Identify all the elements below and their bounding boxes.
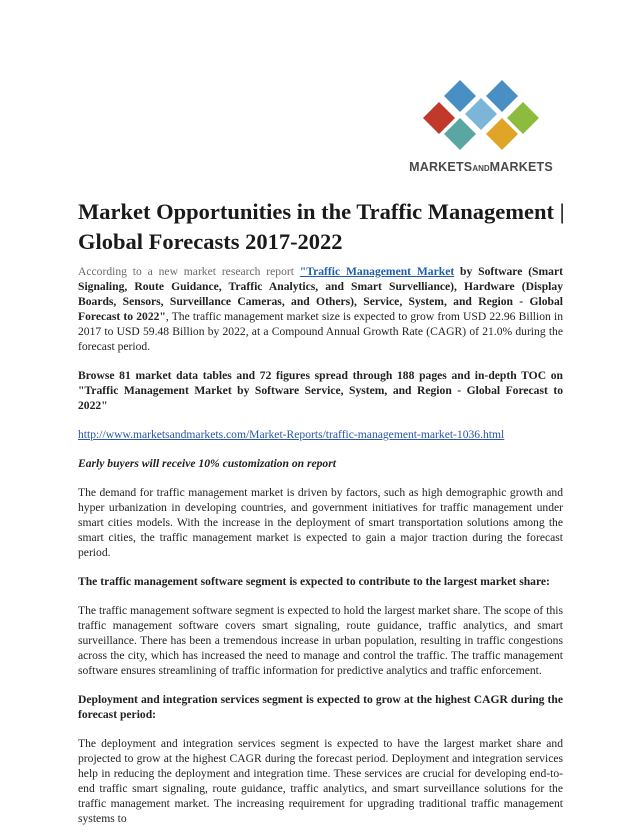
early-buyers-note: Early buyers will receive 10% customization on report (78, 457, 336, 470)
demand-paragraph: The demand for traffic management market is driven by factors, such as high demographic growth and hyper urbanization in developing countries, and government initiatives for traffic management under smart cities models. With the increase in the deployment of smart transportation solutions among the smart cities, the traffic management market is expected to gain a major traction during the forecast period. (78, 486, 563, 559)
logo-diamond-icon (416, 78, 546, 156)
intro-paragraph (78, 264, 563, 354)
software-paragraph: The traffic management software segment is expected to hold the largest market share. The scope of this traffic management software covers smart signaling, route guidance, traffic analytics, and smart surveillance. There has been a tremendous increase in urban population, resulting in traffic congestions across the city, which has increased the need to manage and control the traffic. The traffic management software ensures streamlining of traffic information for predictive analytics and traffic enforcement. (78, 604, 563, 677)
deployment-heading: Deployment and integration services segment is expected to grow at the highest CAGR during the forecast period: (78, 693, 563, 721)
logo-diamond-blue-1 (444, 80, 476, 112)
logo-diamond-blue-2 (486, 80, 518, 112)
markets-and-markets-logo (398, 78, 564, 178)
intro-lead: According to a new market research report (78, 265, 294, 278)
browse-toc-text: Browse 81 market data tables and 72 figures spread through 188 pages and in-depth TOC on "Traffic Management Market by Software Service, System, and Region - Global Forecast to 2022" (78, 369, 563, 412)
report-segments: by Software (Smart Signaling, Route Guidance, Traffic Analytics, and Smart Survelliance), Hardware (Display Boards, Sensors, Surveillance Cameras, and Others), Service, System, and Region - Global Forecast to 2022" (78, 265, 563, 323)
software-heading: The traffic management software segment is expected to contribute to the largest market share: (78, 575, 550, 588)
logo-wordmark: MARKETSANDMARKETS (409, 160, 553, 174)
deployment-paragraph: The deployment and integration services segment is expected to have the largest market share and projected to grow at the highest CAGR during the forecast period. Deployment and integration services help in reducing the deployment and integration time. These services are crucial for developing end-to-end traffic smart signaling, route guidance, traffic analytics, and smart surveillance solutions for the traffic management market. The increasing requirement for upgrading traditional traffic management systems to (78, 737, 563, 825)
intro-market-size: , The traffic management market size is expected to grow from USD 22.96 Billion in 2017 to USD 59.48 Billion by 2022, at a Compound Annual Growth Rate (CAGR) of 21.0% during the forecast period. (78, 310, 563, 353)
report-url-paragraph (78, 427, 563, 442)
article-body (78, 264, 563, 840)
report-title-link[interactable]: "Traffic Management Market (299, 265, 455, 278)
report-url-link[interactable]: http://www.marketsandmarkets.com/Market-Reports/traffic-management-market-1036.html (78, 428, 505, 441)
page-title: Market Opportunities in the Traffic Management | Global Forecasts 2017-2022 (78, 199, 565, 254)
logo-diamond-lightblue (465, 98, 497, 130)
